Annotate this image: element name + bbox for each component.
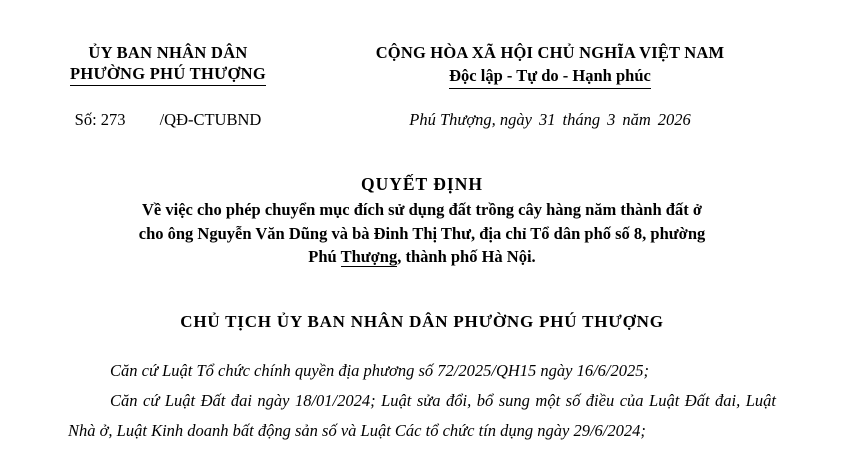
title-block — [0, 174, 844, 269]
subtitle-line-2: cho ông Nguyễn Văn Dũng và bà Đinh Thị Thư, địa chỉ Tổ dân phố số 8, — [138, 223, 647, 243]
subtitle-line-1: Về việc cho phép chuyển mục đích sử dụng đất trồng cây hàng năm thành đất ở — [142, 200, 702, 219]
national-heading-block — [296, 42, 844, 89]
issuing-authority-line2: PHƯỜNG PHÚ THƯỢNG — [70, 63, 266, 86]
issuer-heading: CHỦ TỊCH ỦY BAN NHÂN DÂN PHƯỜNG PHÚ THƯỢNG — [180, 311, 664, 331]
subtitle-line-3-prefix: phường Phú — [308, 223, 706, 266]
legal-basis-paragraph-1: Căn cứ Luật Tổ chức chính quyền địa phương số 72/2025/QH15 ngày 16/6/2025; — [110, 360, 650, 380]
place-date-day: 31 — [539, 110, 556, 129]
document-header — [0, 0, 844, 89]
number-and-date-row — [0, 110, 844, 130]
document-body — [0, 356, 844, 446]
national-motto: Độc lập - Tự do - Hạnh phúc — [449, 65, 651, 89]
legal-basis-paragraph-2: Căn cứ Luật Đất đai ngày 18/01/2024; Luật sửa đổi, bổ sung một số điều của Luật Đất đai, Luật Nhà ở, Luật Kinh doanh bất động sản số và Luật Các tổ chức tín dụng ngày 29/6/2024; — [68, 390, 776, 440]
document-subtitle — [0, 198, 844, 269]
place-date-month-label: tháng — [562, 110, 601, 129]
place-date-year: 2026 — [657, 110, 691, 129]
document-number-suffix: /QĐ-CTUBND — [159, 110, 262, 129]
place-date-year-label: năm — [622, 110, 651, 129]
document-number: Số: 273 — [74, 110, 126, 129]
document-type-title: QUYẾT ĐỊNH — [361, 174, 483, 194]
issuing-authority-line1: ỦY BAN NHÂN DÂN — [88, 43, 248, 62]
place-date-month: 3 — [607, 110, 616, 129]
subtitle-line-3-underlined: Thượng — [340, 247, 398, 266]
place-date-place: Phú Thượng, ngày — [409, 110, 532, 129]
subtitle-line-3-suffix: , thành phố Hà Nội. — [397, 247, 536, 266]
national-heading-line1: CỘNG HÒA XÃ HỘI CHỦ NGHĨA VIỆT NAM — [375, 43, 725, 62]
place-and-date — [296, 110, 844, 130]
issuing-authority-block — [0, 42, 296, 89]
document-number-block — [0, 110, 296, 130]
